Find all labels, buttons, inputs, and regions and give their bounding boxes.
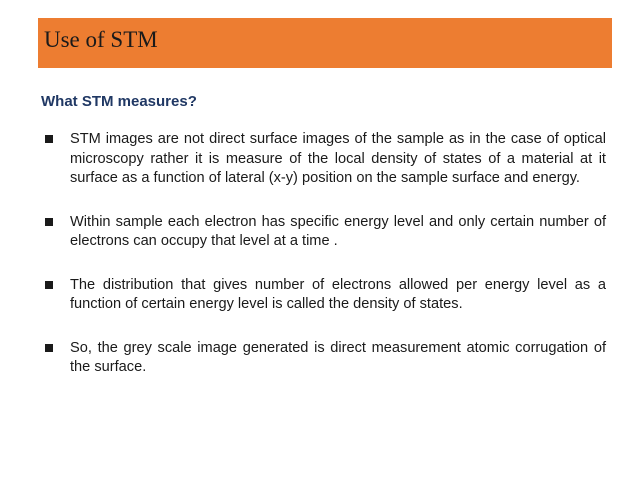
subheading: What STM measures? xyxy=(41,93,197,110)
bullet-text: Within sample each electron has specific energy level and only certain number of electrons can occupy that level at a time . xyxy=(70,213,606,249)
bullet-text: The distribution that gives number of electrons allowed per energy level as a function of certain energy level is called the density of states. xyxy=(70,276,606,312)
square-bullet-icon xyxy=(45,218,53,226)
bullet-item xyxy=(44,130,606,189)
square-bullet-icon xyxy=(45,281,53,289)
bullet-text: STM images are not direct surface images of the sample as in the case of optical microscopy rather it is measure of the local density of states of a material at it surface as a function of lateral (x-y) position on the sample surface and energy. xyxy=(70,131,606,186)
title-bar xyxy=(38,18,612,68)
bullet-item xyxy=(44,213,606,252)
square-bullet-icon xyxy=(45,344,53,352)
bullet-text: So, the grey scale image generated is direct measurement atomic corrugation of the surface. xyxy=(70,339,606,375)
bullet-list xyxy=(44,130,606,402)
slide-title: Use of STM xyxy=(44,27,158,52)
bullet-item xyxy=(44,339,606,378)
bullet-item xyxy=(44,276,606,315)
square-bullet-icon xyxy=(45,135,53,143)
